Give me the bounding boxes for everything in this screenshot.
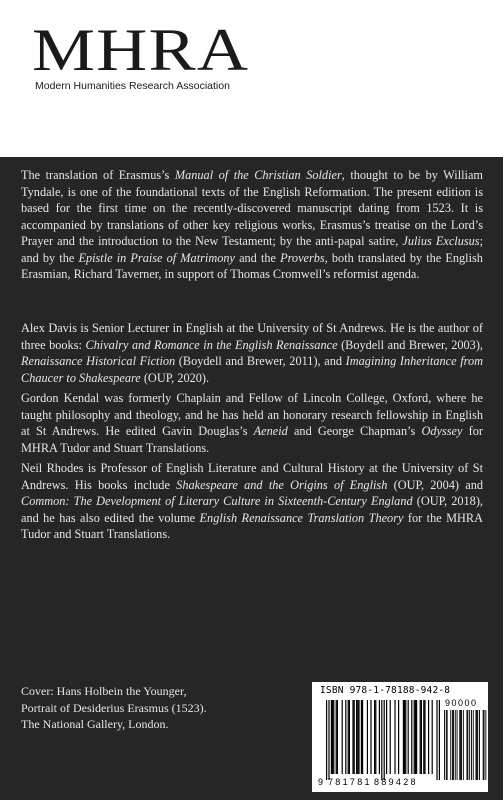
addon-bar: [453, 710, 454, 780]
addon-bars: [444, 710, 486, 780]
text-run: for MHRA Tudor and Stuart Translations.: [21, 424, 483, 455]
barcode-bar: [370, 700, 371, 774]
text-run: (Boydell and Brewer, 2011), and: [175, 354, 346, 368]
barcode-bar: [357, 700, 358, 774]
addon-bar: [450, 710, 451, 780]
addon-bar: [447, 710, 448, 780]
addon-bar: [459, 710, 460, 780]
addon-bar: [460, 710, 461, 780]
barcode-bar: [420, 700, 421, 774]
ean-bars: [326, 700, 440, 780]
barcode-graphic: [312, 682, 488, 792]
barcode-bar: [439, 700, 440, 780]
text-run: The translation of Erasmus’s: [21, 168, 175, 182]
text-run: and George Chapman’s: [287, 424, 422, 438]
barcode-bar: [375, 700, 376, 774]
italic-title: Imagining Inheritance from Chaucer to Shakespeare: [21, 354, 483, 385]
addon-bar: [476, 710, 477, 780]
mhra-logo: MHRA: [32, 17, 250, 83]
addon-bar: [455, 710, 456, 780]
bio-neil-rhodes: [21, 460, 483, 543]
text-run: (OUP, 2004) and: [387, 477, 483, 492]
addon-bar: [469, 710, 470, 780]
text-run: (OUP, 2018), and he has also edited the volume: [21, 494, 483, 525]
barcode-bar: [367, 700, 368, 774]
barcode-bar: [345, 700, 346, 774]
barcode-bar: [332, 700, 333, 774]
ean-left-digits: 781781: [328, 777, 372, 787]
barcode-bar: [386, 700, 387, 774]
barcode-bar: [384, 700, 385, 780]
cover-credit: Cover: Hans Holbein the Younger, Portrait of Desiderius Erasmus (1523). The National Gallery, London.: [21, 684, 207, 731]
barcode-bar: [394, 700, 395, 774]
italic-title: Odyssey: [421, 424, 463, 438]
italic-title: Renaissance Historical Fiction: [21, 354, 176, 368]
barcode-bar: [374, 700, 375, 774]
barcode-bar: [326, 700, 327, 780]
logo-subtitle: Modern Humanities Research Association: [35, 80, 230, 92]
addon-bar: [477, 710, 478, 780]
header-panel: [0, 0, 503, 157]
barcode-bar: [390, 700, 391, 774]
addon-bar: [457, 710, 458, 780]
italic-title: Manual of the Christian Soldier: [174, 168, 342, 182]
barcode-bar: [381, 700, 382, 780]
barcode-bar: [424, 700, 425, 774]
back-cover-panel: [0, 157, 503, 800]
main-blurb: [21, 167, 483, 283]
barcode-bar: [361, 700, 362, 774]
italic-title: Epistle in Praise of Matrimony: [78, 250, 235, 265]
italic-title: Julius Exclusus: [402, 234, 480, 248]
barcode-bar: [423, 700, 424, 774]
text-run: and the: [234, 250, 281, 265]
barcode-bar: [342, 700, 343, 774]
barcode-bar: [408, 700, 409, 774]
addon-bar: [446, 710, 447, 780]
barcode-bar: [333, 700, 334, 774]
barcode-bar: [416, 700, 417, 774]
barcode-bar: [432, 700, 433, 774]
barcode-bar: [403, 700, 404, 774]
ean-right-digits: 889428: [374, 777, 418, 787]
text-run: , both translated by the English Erasmian, Richard Taverner, in support of Thomas Cromwell’s reformist agenda.: [21, 250, 483, 281]
italic-title: Shakespeare and the Origins of English: [176, 477, 388, 492]
barcode-bar: [362, 700, 363, 774]
italic-title: Proverbs: [280, 250, 325, 265]
barcode-bar: [328, 700, 329, 780]
bio-alex-davis: [21, 320, 483, 386]
isbn-barcode: [312, 682, 488, 792]
addon-bar: [476, 710, 477, 780]
italic-title: Chivalry and Romance in the English Renaissance: [85, 337, 338, 352]
addon-bar: [467, 710, 468, 780]
italic-title: Common: The Development of Literary Culture in Sixteenth-Century England: [21, 494, 413, 508]
addon-bar: [467, 710, 468, 780]
italic-title: English Renaissance Translation Theory: [199, 510, 404, 525]
barcode-bar: [421, 700, 422, 774]
barcode-bar: [331, 700, 332, 774]
barcode-bar: [411, 700, 412, 774]
barcode-bar: [415, 700, 416, 774]
text-run: , thought to be by William Tyndale, is one of the foundational texts of the English Reformation. The present edition is based for the first time on the recently-discovered manuscript dating from 1523. It is accompanied by translations of other key religious works, Erasmus’s treatise on the Lord’s Prayer and the introduction to the New Testament; by the anti-papal satire,: [21, 168, 483, 248]
barcode-bar: [428, 700, 429, 774]
barcode-bar: [436, 700, 437, 780]
text-run: Gordon Kendal was formerly Chaplain and Fellow of Lincoln College, Oxford, where he taught philosophy and theology, and he has held an honorary research fellowship in English at St Andrews. He edited Gavin Douglas’s: [21, 391, 483, 438]
barcode-bar: [379, 700, 380, 774]
text-run: Alex Davis is Senior Lecturer in English at the University of St Andrews. He is the author of three books:: [21, 321, 483, 352]
text-run: (OUP, 2020).: [140, 370, 210, 385]
addon-bar: [471, 710, 472, 780]
barcode-bar: [414, 700, 415, 774]
ean-first-digit: 9: [318, 777, 324, 787]
isbn-label: ISBN 978-1-78188-942-8: [320, 685, 451, 696]
barcode-bar: [337, 700, 338, 774]
text-run: (Boydell and Brewer, 2003),: [337, 337, 483, 352]
barcode-bar: [404, 700, 405, 774]
addon-digits: 90000: [445, 698, 478, 708]
barcode-bar: [398, 700, 399, 774]
italic-title: Aeneid: [253, 424, 288, 438]
bio-gordon-kendal: [21, 390, 483, 456]
text-run: Neil Rhodes is Professor of English Literature and Cultural History at the University of St Andrews. His books include: [21, 461, 483, 492]
addon-bar: [463, 710, 464, 780]
addon-bar: [479, 710, 480, 780]
text-run: ; and by the: [21, 234, 483, 265]
barcode-bar: [356, 700, 357, 774]
addon-bar: [452, 710, 453, 780]
addon-bar: [485, 710, 486, 780]
addon-bar: [484, 710, 485, 780]
barcode-bar: [348, 700, 349, 774]
barcode-bar: [336, 700, 337, 774]
text-run: for the MHRA Tudor and Stuart Translations.: [21, 510, 484, 541]
addon-bar: [444, 710, 445, 780]
barcode-bar: [349, 700, 350, 774]
barcode-bar: [358, 700, 359, 774]
barcode-bar: [354, 700, 355, 774]
addon-bar: [473, 710, 474, 780]
addon-bar: [483, 710, 484, 780]
barcode-bar: [352, 700, 353, 774]
barcode-bar: [405, 700, 406, 774]
addon-bar: [461, 710, 462, 780]
